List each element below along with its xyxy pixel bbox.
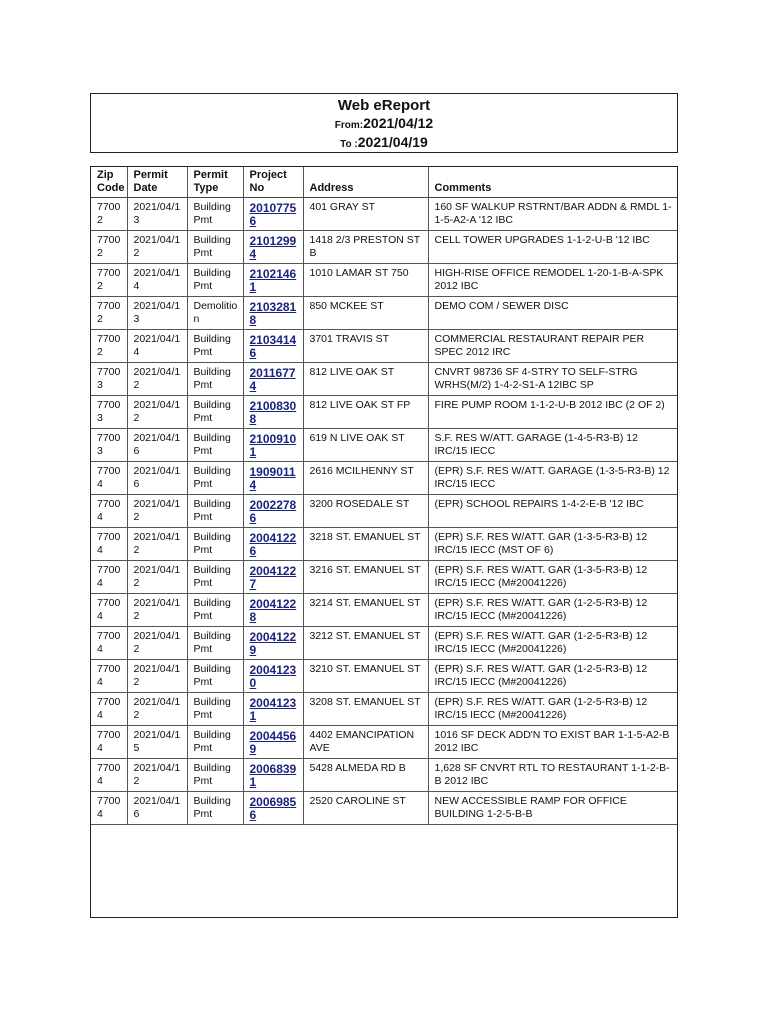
project-no-link[interactable]: 20022786 (243, 495, 303, 528)
permit-date-cell: 2021/04/12 (127, 594, 187, 627)
permit-date-cell: 2021/04/12 (127, 528, 187, 561)
permit-type-cell: Building Pmt (187, 429, 243, 462)
comments-cell: (EPR) S.F. RES W/ATT. GAR (1-2-5-R3-B) 12 IRC/15 IECC (M#20041226) (428, 627, 677, 660)
comments-cell: COMMERCIAL RESTAURANT REPAIR PER SPEC 2012 IRC (428, 330, 677, 363)
table-row (91, 330, 677, 363)
zip-code-cell: 77002 (91, 264, 127, 297)
permit-type-cell: Demolition (187, 297, 243, 330)
table-row (91, 759, 677, 792)
zip-code-cell: 77004 (91, 528, 127, 561)
comments-cell: DEMO COM / SEWER DISC (428, 297, 677, 330)
permit-type-cell: Building Pmt (187, 528, 243, 561)
project-no-link[interactable]: 20041231 (243, 693, 303, 726)
project-no-link[interactable]: 21021461 (243, 264, 303, 297)
address-cell: 619 N LIVE OAK ST (303, 429, 428, 462)
table-header-row (91, 167, 677, 198)
project-no-link[interactable]: 20041226 (243, 528, 303, 561)
comments-cell: 1,628 SF CNVRT RTL TO RESTAURANT 1-1-2-B-B 2012 IBC (428, 759, 677, 792)
table-row (91, 231, 677, 264)
project-no-link[interactable]: 20107756 (243, 198, 303, 231)
to-date: 2021/04/19 (357, 134, 428, 150)
header-comments: Comments (428, 167, 677, 198)
comments-cell: NEW ACCESSIBLE RAMP FOR OFFICE BUILDING 1-2-5-B-B (428, 792, 677, 825)
table-row (91, 495, 677, 528)
comments-cell: (EPR) SCHOOL REPAIRS 1-4-2-E-B '12 IBC (428, 495, 677, 528)
comments-cell: (EPR) S.F. RES W/ATT. GAR (1-2-5-R3-B) 12 IRC/15 IECC (M#20041226) (428, 594, 677, 627)
permit-type-cell: Building Pmt (187, 462, 243, 495)
project-no-link[interactable]: 20041227 (243, 561, 303, 594)
comments-cell: FIRE PUMP ROOM 1-1-2-U-B 2012 IBC (2 OF 2) (428, 396, 677, 429)
permit-date-cell: 2021/04/12 (127, 627, 187, 660)
table-row (91, 627, 677, 660)
permit-date-cell: 2021/04/12 (127, 660, 187, 693)
table-row (91, 198, 677, 231)
permit-type-cell: Building Pmt (187, 495, 243, 528)
table-row (91, 726, 677, 759)
table-row (91, 792, 677, 825)
project-no-link[interactable]: 20116774 (243, 363, 303, 396)
project-no-link[interactable]: 20069856 (243, 792, 303, 825)
header-address: Address (303, 167, 428, 198)
permit-date-cell: 2021/04/12 (127, 561, 187, 594)
permit-type-cell: Building Pmt (187, 330, 243, 363)
report-title: Web eReport (337, 97, 431, 114)
project-no-link[interactable]: 20044569 (243, 726, 303, 759)
zip-code-cell: 77003 (91, 429, 127, 462)
permit-table (91, 167, 677, 825)
address-cell: 2616 MCILHENNY ST (303, 462, 428, 495)
comments-cell: HIGH-RISE OFFICE REMODEL 1-20-1-B-A-SPK 2012 IBC (428, 264, 677, 297)
permit-date-cell: 2021/04/12 (127, 759, 187, 792)
address-cell: 3216 ST. EMANUEL ST (303, 561, 428, 594)
permit-table-container (90, 166, 678, 918)
zip-code-cell: 77004 (91, 462, 127, 495)
zip-code-cell: 77004 (91, 660, 127, 693)
zip-code-cell: 77002 (91, 330, 127, 363)
permit-type-cell: Building Pmt (187, 198, 243, 231)
address-cell: 3214 ST. EMANUEL ST (303, 594, 428, 627)
address-cell: 1418 2/3 PRESTON ST B (303, 231, 428, 264)
table-row (91, 297, 677, 330)
permit-type-cell: Building Pmt (187, 726, 243, 759)
zip-code-cell: 77004 (91, 759, 127, 792)
project-no-link[interactable]: 21009101 (243, 429, 303, 462)
zip-code-cell: 77004 (91, 495, 127, 528)
address-cell: 3218 ST. EMANUEL ST (303, 528, 428, 561)
address-cell: 850 MCKEE ST (303, 297, 428, 330)
zip-code-cell: 77003 (91, 363, 127, 396)
permit-type-cell: Building Pmt (187, 561, 243, 594)
zip-code-cell: 77003 (91, 396, 127, 429)
table-row (91, 528, 677, 561)
address-cell: 4402 EMANCIPATION AVE (303, 726, 428, 759)
permit-type-cell: Building Pmt (187, 363, 243, 396)
comments-cell: (EPR) S.F. RES W/ATT. GAR (1-2-5-R3-B) 12 IRC/15 IECC (M#20041226) (428, 660, 677, 693)
table-row (91, 462, 677, 495)
address-cell: 5428 ALMEDA RD B (303, 759, 428, 792)
address-cell: 3212 ST. EMANUEL ST (303, 627, 428, 660)
header-project-no: Project No (243, 167, 303, 198)
comments-cell: S.F. RES W/ATT. GARAGE (1-4-5-R3-B) 12 IRC/15 IECC (428, 429, 677, 462)
comments-cell: CELL TOWER UPGRADES 1-1-2-U-B '12 IBC (428, 231, 677, 264)
permit-date-cell: 2021/04/12 (127, 495, 187, 528)
permit-type-cell: Building Pmt (187, 660, 243, 693)
permit-type-cell: Building Pmt (187, 627, 243, 660)
address-cell: 812 LIVE OAK ST FP (303, 396, 428, 429)
permit-date-cell: 2021/04/13 (127, 198, 187, 231)
zip-code-cell: 77004 (91, 726, 127, 759)
project-no-link[interactable]: 21008308 (243, 396, 303, 429)
permit-type-cell: Building Pmt (187, 594, 243, 627)
table-row (91, 561, 677, 594)
comments-cell: (EPR) S.F. RES W/ATT. GARAGE (1-3-5-R3-B) 12 IRC/15 IECC (428, 462, 677, 495)
zip-code-cell: 77002 (91, 297, 127, 330)
permit-type-cell: Building Pmt (187, 693, 243, 726)
table-row (91, 594, 677, 627)
permit-type-cell: Building Pmt (187, 231, 243, 264)
from-line (91, 115, 677, 134)
permit-date-cell: 2021/04/12 (127, 396, 187, 429)
zip-code-cell: 77004 (91, 792, 127, 825)
project-no-link[interactable]: 20068391 (243, 759, 303, 792)
address-cell: 1010 LAMAR ST 750 (303, 264, 428, 297)
comments-cell: (EPR) S.F. RES W/ATT. GAR (1-2-5-R3-B) 12 IRC/15 IECC (M#20041226) (428, 693, 677, 726)
address-cell: 401 GRAY ST (303, 198, 428, 231)
zip-code-cell: 77004 (91, 561, 127, 594)
table-row (91, 693, 677, 726)
zip-code-cell: 77004 (91, 693, 127, 726)
address-cell: 3210 ST. EMANUEL ST (303, 660, 428, 693)
project-no-link[interactable]: 20041229 (243, 627, 303, 660)
permit-date-cell: 2021/04/16 (127, 462, 187, 495)
comments-cell: CNVRT 98736 SF 4-STRY TO SELF-STRG WRHS(M/2) 1-4-2-S1-A 12IBC SP (428, 363, 677, 396)
comments-cell: (EPR) S.F. RES W/ATT. GAR (1-3-5-R3-B) 12 IRC/15 IECC (M#20041226) (428, 561, 677, 594)
address-cell: 3200 ROSEDALE ST (303, 495, 428, 528)
permit-date-cell: 2021/04/13 (127, 297, 187, 330)
permit-date-cell: 2021/04/12 (127, 363, 187, 396)
from-date: 2021/04/12 (363, 115, 434, 131)
project-no-link[interactable]: 21032818 (243, 297, 303, 330)
zip-code-cell: 77004 (91, 594, 127, 627)
project-no-link[interactable]: 20041228 (243, 594, 303, 627)
table-row (91, 363, 677, 396)
zip-code-cell: 77004 (91, 627, 127, 660)
to-line (91, 134, 677, 153)
report-header (90, 93, 678, 153)
zip-code-cell: 77002 (91, 231, 127, 264)
comments-cell: 160 SF WALKUP RSTRNT/BAR ADDN & RMDL 1-1-5-A2-A '12 IBC (428, 198, 677, 231)
project-no-link[interactable]: 21012994 (243, 231, 303, 264)
to-label: To : (340, 139, 358, 150)
permit-date-cell: 2021/04/15 (127, 726, 187, 759)
permit-type-cell: Building Pmt (187, 396, 243, 429)
address-cell: 812 LIVE OAK ST (303, 363, 428, 396)
header-permit-date: Permit Date (127, 167, 187, 198)
zip-code-cell: 77002 (91, 198, 127, 231)
permit-date-cell: 2021/04/16 (127, 792, 187, 825)
table-row (91, 264, 677, 297)
permit-type-cell: Building Pmt (187, 792, 243, 825)
header-permit-type: Permit Type (187, 167, 243, 198)
permit-date-cell: 2021/04/16 (127, 429, 187, 462)
permit-date-cell: 2021/04/14 (127, 264, 187, 297)
table-row (91, 660, 677, 693)
table-row (91, 429, 677, 462)
project-no-link[interactable]: 21034146 (243, 330, 303, 363)
project-no-link[interactable]: 20041230 (243, 660, 303, 693)
address-cell: 3208 ST. EMANUEL ST (303, 693, 428, 726)
address-cell: 3701 TRAVIS ST (303, 330, 428, 363)
header-zip-code: Zip Code (91, 167, 127, 198)
permit-date-cell: 2021/04/12 (127, 231, 187, 264)
permit-date-cell: 2021/04/14 (127, 330, 187, 363)
comments-cell: 1016 SF DECK ADD'N TO EXIST BAR 1-1-5-A2-B 2012 IBC (428, 726, 677, 759)
comments-cell: (EPR) S.F. RES W/ATT. GAR (1-3-5-R3-B) 12 IRC/15 IECC (MST OF 6) (428, 528, 677, 561)
project-no-link[interactable]: 19090114 (243, 462, 303, 495)
permit-type-cell: Building Pmt (187, 264, 243, 297)
permit-type-cell: Building Pmt (187, 759, 243, 792)
from-label: From: (334, 120, 364, 131)
address-cell: 2520 CAROLINE ST (303, 792, 428, 825)
table-row (91, 396, 677, 429)
permit-date-cell: 2021/04/12 (127, 693, 187, 726)
